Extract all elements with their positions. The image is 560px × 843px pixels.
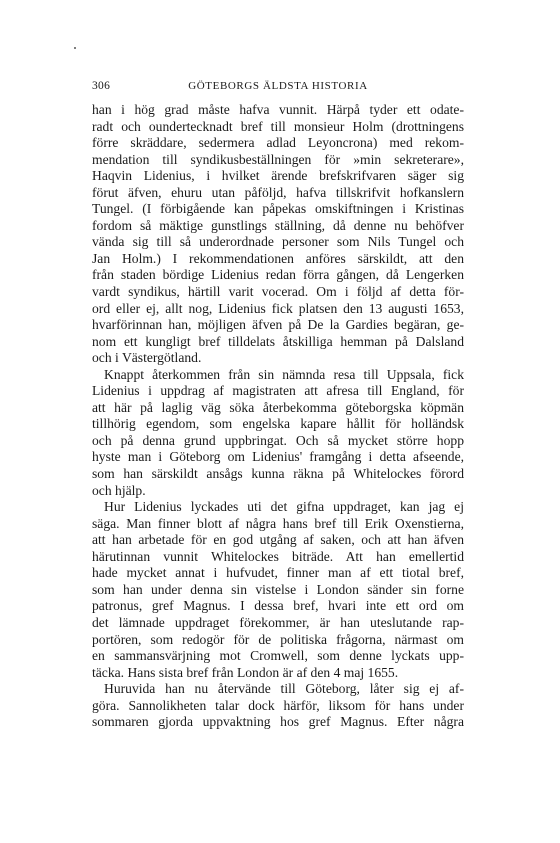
text-line: från staden bördige Lidenius redan förra gången, då Lengerken (92, 267, 464, 283)
text-line: täcka. Hans sista bref från London är af den 4 maj 1655. (92, 664, 399, 680)
text-line: som han under denna sin vistelse i London sänder sin forne (92, 581, 464, 597)
text-line: vardt syndikus, härtill varit vocerad. Om i följd af detta för- (92, 284, 464, 300)
print-speck (74, 47, 76, 49)
paragraph (92, 367, 464, 499)
paragraph (92, 681, 464, 731)
text-line: vända sig till så underordnade personer som Nils Tungel och (92, 234, 464, 250)
text-line: ord eller ej, allt nog, Lidenius fick platsen den 13 augusti 1653, (92, 300, 464, 316)
text-line: det lämnade uppdraget förekommer, är han uteslutande rap- (92, 614, 464, 630)
body-text (92, 102, 464, 731)
text-line: Hur Lidenius lyckades uti det gifna uppdraget, kan jag ej (104, 499, 464, 515)
text-line: som han särskildt ansågs kunna räkna på Whitelockes förord (92, 466, 464, 482)
text-line: att han arbetade för en god utgång af saken, och att han äfven (92, 532, 464, 548)
text-line: förre skräddare, sedermera adlad Leyoncrona) med rekom- (92, 135, 464, 151)
text-line: sommaren gjorda uppvaktning hos gref Magnus. Efter några (92, 714, 464, 730)
running-title: GÖTEBORGS ÄLDSTA HISTORIA (188, 80, 368, 92)
text-line: Lidenius i uppdrag af magistraten att afresa till England, för (92, 383, 464, 399)
text-line: nom ett kungligt bref tilldelats åtskilliga hemman på Dalsland (92, 333, 464, 349)
text-line: portören, som redogör för de politiska frågorna, närmast om (92, 631, 464, 647)
text-line: Tungel. (I förbigående kan påpekas omskiftningen i Kristinas (92, 201, 464, 217)
text-line: och på denna grund uppbringat. Och så mycket större hopp (92, 432, 464, 448)
page-number: 306 (92, 80, 111, 92)
text-line: säga. Man finner blott af några hans bref till Erik Oxenstierna, (92, 515, 464, 531)
running-header (92, 80, 464, 96)
text-line: han i hög grad måste hafva vunnit. Härpå tyder ett odate- (92, 102, 464, 117)
text-line: hvarförinnan han, möjligen äfven på De la Gardies begäran, ge- (92, 317, 464, 333)
text-line: och hjälp. (92, 482, 146, 498)
text-line: Jan Holm.) I rekommendationen anföres särskildt, att den (92, 250, 464, 266)
text-line: förut äfven, ehuru utan påföljd, hafva tillskrifvit hofkanslern (92, 184, 464, 200)
text-line: fordom så mäktige gunstlings ställning, då denne nu behöfver (92, 217, 464, 233)
text-line: Huruvida han nu återvände till Göteborg, låter sig ej af- (104, 681, 464, 697)
text-line: mendation till syndikusbeställningen för »min sekreterare», (92, 151, 464, 167)
text-line: tillhörig egendom, som engelska kapare hållit för holländsk (92, 416, 464, 432)
paragraph (92, 499, 464, 681)
text-line: radt och oundertecknadt bref till monsieur Holm (drottningens (92, 118, 464, 134)
text-line: en sammansvärjning mot Cromwell, som denne lyckats upp- (92, 648, 464, 664)
text-line: patronus, gref Magnus. I dessa bref, hvari inte ett ord om (92, 598, 464, 614)
text-line: hyste man i Göteborg om Lidenius' framgång i detta afseende, (92, 449, 464, 465)
text-line: att här på laglig väg söka återbekomma göteborgska köpmän (92, 399, 464, 415)
text-line: hade mycket annat i hufvudet, finner man af ett tiotal bref, (92, 565, 464, 581)
text-line: Haqvin Lidenius, i hvilket ärende brefskrifvaren säger sig (92, 168, 464, 184)
text-line: härutinnan vunnit Whitelockes biträde. Att han emellertid (92, 548, 464, 564)
text-line: Knappt återkommen från sin nämnda resa till Uppsala, fick (104, 366, 464, 382)
paragraph (92, 102, 464, 367)
text-line: göra. Sannolikheten talar dock härför, liksom för hans under (92, 697, 464, 713)
text-line: och i Västergötland. (92, 350, 202, 366)
